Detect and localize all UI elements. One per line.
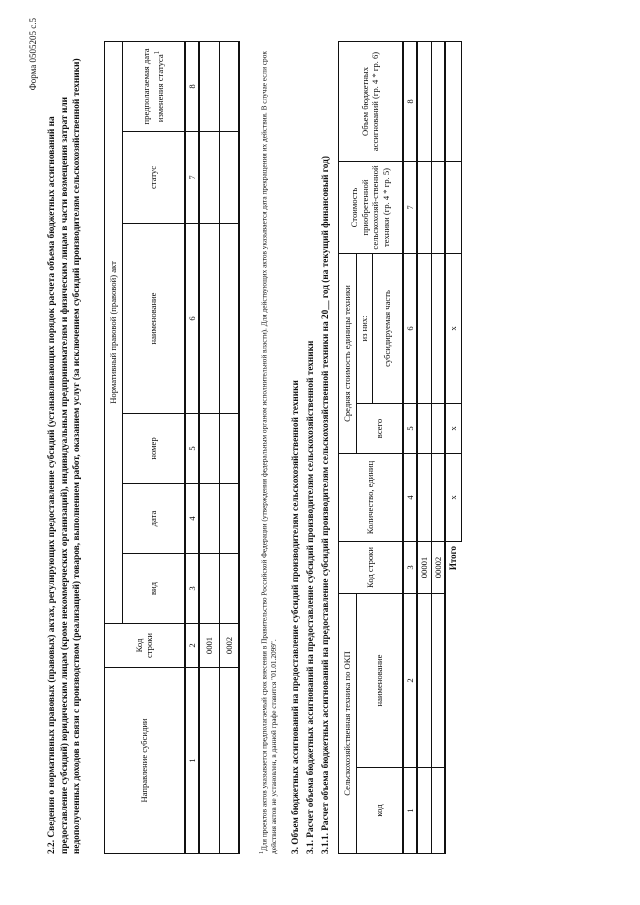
- total-x-mark: x: [445, 404, 461, 454]
- header-okp-code: код: [357, 768, 403, 854]
- header-subsidized: субсидируемая часть: [373, 254, 403, 404]
- cell: [417, 254, 431, 404]
- cell: [417, 454, 431, 542]
- header-total: всего: [357, 404, 403, 454]
- cell: [199, 41, 219, 131]
- col-number: 3: [185, 554, 200, 624]
- cell: [431, 42, 445, 162]
- header-direction: Направление субсидии: [105, 668, 185, 854]
- header-expected-date-text: предполагаемая дата изменения статуса: [141, 48, 165, 125]
- total-x-mark: x: [445, 454, 461, 542]
- row-code: 0002: [219, 624, 239, 668]
- col-number: 7: [185, 132, 200, 224]
- col-number: 8: [403, 42, 418, 162]
- col-number: 6: [185, 224, 200, 414]
- cell: [199, 668, 219, 854]
- cell: [219, 668, 239, 854]
- col-number: 5: [185, 414, 200, 484]
- cell: [219, 224, 239, 414]
- cell: [431, 594, 445, 768]
- footnote: [258, 44, 278, 854]
- header-status: статус: [123, 132, 185, 224]
- header-tech-group: Сельскохозяйственная техника по ОКП: [339, 594, 357, 854]
- header-okp-name: наименование: [357, 594, 403, 768]
- table-row: [417, 42, 431, 854]
- header-act-group: Нормативный правовой (правовой) акт: [105, 41, 123, 623]
- form-label: Форма 0505205 с.5: [28, 18, 38, 91]
- cell: [199, 484, 219, 554]
- total-row: [445, 42, 461, 854]
- heading-3: 3. Объем бюджетных ассигнований на предоставление субсидий производителям сельскохозяйственной техники: [291, 380, 301, 854]
- col-number: 1: [185, 668, 200, 854]
- col-number: 7: [403, 162, 418, 254]
- cell: [431, 254, 445, 404]
- header-quantity: Количество, единиц: [339, 454, 403, 542]
- cell: [431, 162, 445, 254]
- table-3-1-1: [338, 41, 462, 854]
- footnote-number: 1: [259, 850, 265, 854]
- col-number: 2: [403, 594, 418, 768]
- header-name: наименование: [123, 224, 185, 414]
- row-code: 0001: [199, 624, 219, 668]
- cell: [219, 414, 239, 484]
- cell: [431, 404, 445, 454]
- cell: [219, 554, 239, 624]
- header-cost: Стоимость приобретенной сельскохозяй-ственной техники (гр. 4 * гр. 5): [339, 162, 403, 254]
- rotated-page: [28, 18, 618, 878]
- header-avg-cost: Средняя стоимость единицы техники: [339, 254, 357, 454]
- cell: [219, 132, 239, 224]
- header-row-code: Код строки: [339, 542, 403, 594]
- footnote-mark: 1: [152, 50, 161, 55]
- table-row: [219, 41, 239, 853]
- cell: [219, 484, 239, 554]
- col-number: 5: [403, 404, 418, 454]
- col-number: 8: [185, 41, 200, 131]
- col-number: 1: [403, 768, 418, 854]
- footnote-text: Для проектов актов указывается предполагаемый срок внесения в Правительство Российской Федерации (утверждения федеральным органом исполнительной власти). Для действующих актов указывается дата прекращения их действия. В случае если срок действия актов не установлен, в данной графе ставится "01.01.2099".: [259, 51, 278, 854]
- table-row: [431, 42, 445, 854]
- cell: [417, 42, 431, 162]
- cell: [417, 594, 431, 768]
- cell: [199, 554, 219, 624]
- header-number: номер: [123, 414, 185, 484]
- header-code: Код строки: [105, 624, 185, 668]
- col-number: 4: [403, 454, 418, 542]
- total-x-mark: x: [445, 254, 461, 404]
- section-2-2-heading: 2.2. Сведения о нормативных правовых (правовых) актах, регулирующих предоставление субсидий (устанавливающих порядок расчета объема бюджетных ассигнований на предоставление субсидий) юридическим лицам (кроме некоммерческих организаций), индивидуальным предпринимателям и физическим лицам в части возмещения затрат или недополученных доходов в связи с производством (реализацией) товаров, выполнением работ, оказанием услуг (за исключением субсидий производителям сельскохозяйственной техники): [47, 58, 83, 854]
- total-cell: [445, 42, 461, 162]
- cell: [199, 132, 219, 224]
- col-number: 3: [403, 542, 418, 594]
- cell: [417, 404, 431, 454]
- row-code: 00002: [431, 542, 445, 594]
- total-cell: [445, 162, 461, 254]
- cell: [219, 41, 239, 131]
- col-number: 2: [185, 624, 200, 668]
- header-of-them: из них:: [357, 254, 373, 404]
- cell: [417, 768, 431, 854]
- cell: [199, 224, 219, 414]
- table-row: [199, 41, 219, 853]
- heading-3-1: 3.1. Расчет объема бюджетных ассигнований на предоставление субсидий производителям сельскохозяйственной техники: [306, 340, 316, 854]
- heading-3-1-1: 3.1.1. Расчет объема бюджетных ассигнований на предоставление субсидий производителям сельскохозяйственной техники на 20__ год (на текущий финансовый год): [321, 156, 331, 854]
- col-number: 6: [403, 254, 418, 404]
- cell: [199, 414, 219, 484]
- header-date: дата: [123, 484, 185, 554]
- cell: [417, 162, 431, 254]
- header-volume: Объем бюджетных ассигнований (гр. 4 * гр. 6): [339, 42, 403, 162]
- row-code: 00001: [417, 542, 431, 594]
- header-expected-date: [123, 41, 185, 131]
- cell: [431, 768, 445, 854]
- table-2-2: [104, 41, 240, 854]
- col-number: 4: [185, 484, 200, 554]
- header-type: вид: [123, 554, 185, 624]
- cell: [431, 454, 445, 542]
- total-label: Итого: [448, 546, 459, 571]
